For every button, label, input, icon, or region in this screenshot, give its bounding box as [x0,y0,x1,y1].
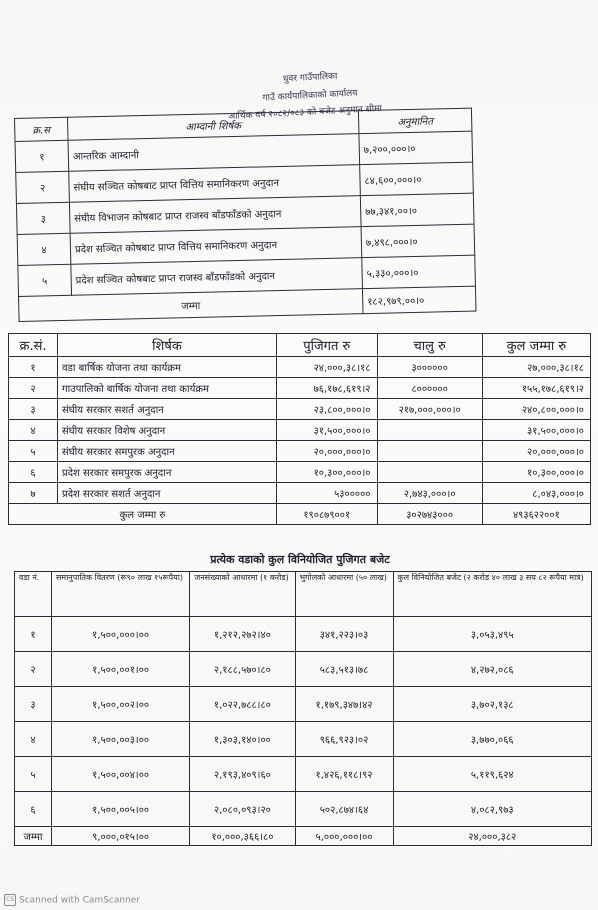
row-population: २,०८०,०९३।२० [190,792,295,827]
row-title: आन्तरिक आम्दानी [68,134,360,172]
row-total: २४०,८००,०००।० [482,399,590,420]
table-row [9,357,591,378]
row-geography: १,४२६,११८।९२ [295,757,393,792]
row-amount: ५,३३०,०००।० [362,255,476,289]
row-title: प्रदेश सरकार समपुरक अनुदान [58,462,277,483]
table-row [9,420,591,441]
scanner-watermark [4,894,140,906]
row-current: २१७,०००,०००।० [377,399,482,420]
row-sn: ७ [9,483,58,504]
row-ward: ५ [15,757,52,792]
total-capital: १९०८७९००१ [277,504,378,525]
row-amount: ८४,६००,०००।० [360,162,474,196]
total-population: १०,०००,३६६।८० [190,827,295,846]
row-equal: १,५००,००५।०० [52,792,190,827]
table-header-row [15,572,592,617]
row-population: १,३०३,१४०।०० [190,722,295,757]
row-population: २,१८८,५७०।८० [190,652,295,687]
row-total: ८,०४३,०००।० [482,483,590,504]
table-row [9,483,591,504]
col-equal: समानुपातिक वितरण (रू९० लाख १५रूपैया) [52,572,190,617]
table-row [15,687,592,722]
row-population: १,२१२,२७२।४० [190,617,295,652]
row-capital: ३१,५००,०००।० [277,420,378,441]
table-row [15,722,592,757]
row-current: ८०००००० [377,378,482,399]
row-title: प्रदेश सरकार सशर्त अनुदान [58,483,277,504]
total-amount: १८२,९७९,००।० [362,286,476,314]
total-label: जम्मा [19,289,363,322]
row-sn: ५ [9,441,58,462]
row-current [377,462,482,483]
col-geography: भुगोलको आधारमा (५० लाख) [295,572,393,617]
ward-budget-table [14,571,592,846]
row-sn: ४ [17,233,71,265]
table-row [15,757,592,792]
camscanner-icon: CS [4,894,16,906]
total-equal: ९,०००,०१५।०० [52,827,190,846]
row-total: ४,२७२,०८६ [393,652,592,687]
row-equal: १,५००,००२।०० [52,687,190,722]
row-current: ३०००००० [377,357,482,378]
table-row [9,462,591,483]
col-sn: क्र.स [15,117,69,141]
row-title: गाउपालिको बार्षिक योजना तथा कार्यक्रम [58,378,277,399]
row-total: ४,०८२,९७३ [393,792,592,827]
row-total: २०,०००,०००।० [482,441,590,462]
col-total: कुल विनियोजित बजेट (२ करोड ४० लाख ३ सय ८२ रूपैया मात्र) [393,572,592,617]
table-row [15,617,592,652]
row-title: संघीय सरकार समपुरक अनुदान [58,441,277,462]
row-sn: ३ [16,202,70,234]
row-current [377,420,482,441]
row-capital: २३,८००,०००।० [277,399,378,420]
col-amount: अनुमानित [358,108,471,134]
row-ward: ४ [15,722,52,757]
row-geography: ९६६,९२३।०२ [295,722,393,757]
row-sn: १ [9,357,58,378]
row-capital: २०,०००,०००।० [277,441,378,462]
col-population: जनसंख्याको आधारमा (१ करोड) [190,572,295,617]
income-table [14,108,477,322]
col-ward: वडा नं. [15,572,52,617]
row-capital: १०,३००,०००।० [277,462,378,483]
row-capital: ५३००००० [277,483,378,504]
row-equal: १,५००,००१।०० [52,652,190,687]
row-sn: ६ [9,462,58,483]
table-row [15,792,592,827]
row-sn: १ [15,140,69,172]
row-total: ३,७०२,१३८ [393,687,592,722]
ward-section-title: प्रत्येक वडाको कुल विनियोजित पुजिगत बजेट [210,553,390,566]
row-title: वडा बार्षिक योजना तथा कार्यक्रम [58,357,277,378]
row-total: ३१,५००,०००।० [482,420,590,441]
total-total: २४,०००,३८२ [393,827,592,846]
row-ward: ६ [15,792,52,827]
row-title: संघीय सञ्चित कोषबाट प्राप्त वित्तिय समानिकरण अनुदान [69,165,361,203]
row-title: संघीय सरकार विशेष अनुदान [58,420,277,441]
row-equal: १,५००,००४।०० [52,757,190,792]
row-equal: १,५००,००३।०० [52,722,190,757]
table-row [9,378,591,399]
row-population: २,१९३,४०९।६० [190,757,295,792]
row-ward: २ [15,652,52,687]
row-capital: २४,०००,३८।१८ [277,357,378,378]
row-equal: १,५००,०००।०० [52,617,190,652]
row-total: ५,११९,६२४ [393,757,592,792]
budget-table [8,333,591,525]
row-title: प्रदेश सञ्चित कोषबाट प्राप्त राजस्व बाँडफाँडको अनुदान [71,258,363,296]
table-row [9,441,591,462]
row-title: प्रदेश सञ्चित कोषबाट प्राप्त वित्तिय समानिकरण अनुदान [70,227,362,265]
total-label: कुल जम्मा रु [9,504,277,525]
row-sn: २ [16,171,70,203]
office-subtitle: गाउँ कार्यपालिकाको कार्यालय [262,88,358,104]
row-amount: ७,२००,०००।० [359,131,473,165]
total-label: जम्मा [15,827,52,846]
total-current: ३०२७४३००० [377,504,482,525]
col-title: शिर्षक [58,334,277,357]
row-amount: ७,४९८,०००।० [361,224,475,258]
table-row [15,652,592,687]
total-row [9,504,591,525]
row-sn: ४ [9,420,58,441]
row-geography: ३४१,२२३।०३ [295,617,393,652]
row-amount: ७७,३४१,००।० [360,193,474,227]
row-total: २७,०००,३८।१८ [482,357,590,378]
row-ward: १ [15,617,52,652]
col-capital: पुजिगत रु [277,334,378,357]
row-current: २,७४३,०००।० [377,483,482,504]
row-total: १०,३००,०००।० [482,462,590,483]
row-geography: ५८३,५१३।७८ [295,652,393,687]
row-title: संघीय विभाजन कोषबाट प्राप्त राजस्व बाँडफाँडको अनुदान [69,196,361,234]
total-total: ४९३६२२००१ [482,504,590,525]
document-title: आर्थिक वर्ष २०८२/०८३ को बजेट अनुमान सीमा [228,103,383,123]
row-sn: २ [9,378,58,399]
col-current: चालु रु [377,334,482,357]
row-total: १५५,१७८,६१९।२ [482,378,590,399]
scanner-text: Scanned with CamScanner [19,895,141,906]
row-title: संघीय सरकार सशर्त अनुदान [58,399,277,420]
row-geography: ५०२,८७४।६४ [295,792,393,827]
table-header-row [9,334,591,357]
col-sn: क्र.सं. [9,334,58,357]
row-total: ३,७७०,०६६ [393,722,592,757]
row-total: ३,०५३,४९५ [393,617,592,652]
row-population: १,०२२,७८८।८० [190,687,295,722]
total-row [15,827,592,846]
office-name: धुवर गाउँपालिका [282,71,338,85]
table-row [9,399,591,420]
row-sn: ५ [18,264,72,296]
col-title: आम्दानी शिर्षक [67,111,358,141]
row-ward: ३ [15,687,52,722]
row-geography: १,१७९,३४७।४२ [295,687,393,722]
row-capital: ७६,१७८,६१९।२ [277,378,378,399]
total-geography: ५,०००,०००।०० [295,827,393,846]
col-total: कुल जम्मा रु [482,334,590,357]
row-current [377,441,482,462]
row-sn: ३ [9,399,58,420]
